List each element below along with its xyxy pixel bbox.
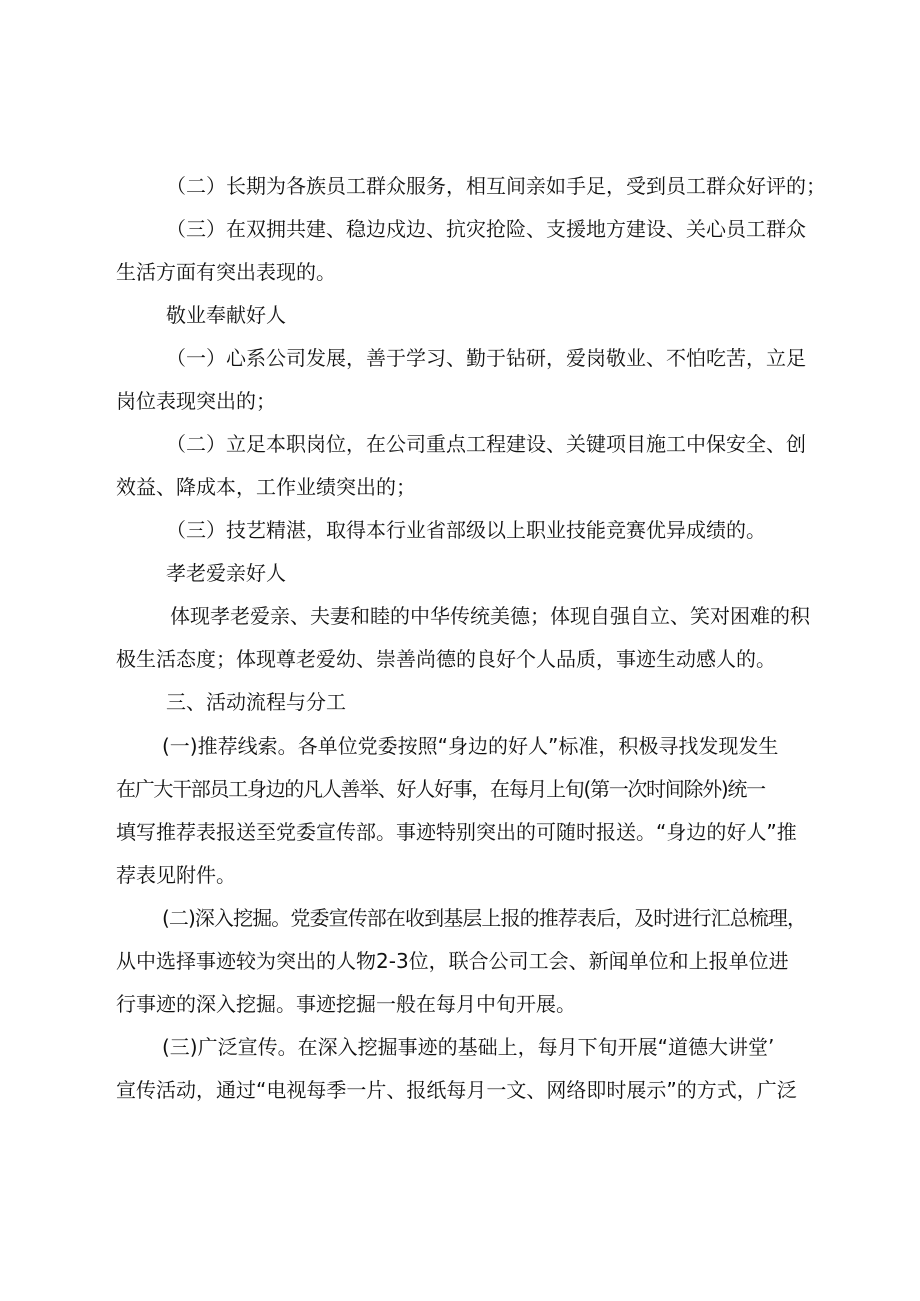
text-line-7: （二）立足本职岗位，在公司重点工程建设、关键项目施工中保安全、创 bbox=[166, 432, 806, 456]
text-line-9: （三）技艺精湛，取得本行业省部级以上职业技能竞赛优异成绩的。 bbox=[166, 518, 766, 542]
text-line-17: 荐表见附件。 bbox=[116, 863, 236, 887]
text-line-16: 填写推荐表报送至党委宣传部。事迹特别突出的可随时报送。“身边的好人”推 bbox=[116, 820, 797, 844]
text-line-1: （二）长期为各族员工群众服务，相互间亲如手足，受到员工群众好评的； bbox=[166, 174, 826, 198]
text-line-2: （三）在双拥共建、稳边戍边、抗灾抢险、支援地方建设、关心员工群众 bbox=[166, 217, 806, 241]
section-heading-filial: 孝老爱亲好人 bbox=[166, 561, 286, 585]
text-line-19: 从中选择事迹较为突出的人物2-3位，联合公司工会、新闻单位和上报单位进 bbox=[116, 949, 789, 973]
section-heading-dedication: 敬业奉献好人 bbox=[166, 303, 286, 327]
section-heading-process: 三、活动流程与分工 bbox=[166, 690, 346, 714]
text-line-8: 效益、降成本，工作业绩突出的； bbox=[116, 475, 416, 499]
text-line-3: 生活方面有突出表现的。 bbox=[116, 260, 336, 284]
text-line-22: 宣传活动，通过“电视每季一片、报纸每月一文、网络即时展示”的方式，广泛 bbox=[116, 1078, 797, 1102]
text-line-21: (三)广泛宣传。在深入挖掘事迹的基础上，每月下旬开展“道德大讲堂’ bbox=[162, 1035, 775, 1059]
text-line-14: (一)推荐线索。各单位党委按照“身边的好人”标准，积极寻找发现发生 bbox=[162, 734, 779, 758]
text-line-11: 体现孝老爱亲、夫妻和睦的中华传统美德；体现自强自立、笑对困难的积 bbox=[170, 604, 810, 628]
text-line-12: 极生活态度；体现尊老爱幼、崇善尚德的良好个人品质，事迹生动感人的。 bbox=[116, 647, 776, 671]
text-line-5: （一）心系公司发展，善于学习、勤于钻研，爱岗敬业、不怕吃苦，立足 bbox=[166, 346, 806, 370]
text-line-20: 行事迹的深入挖掘。事迹挖掘一般在每月中旬开展。 bbox=[116, 992, 576, 1016]
text-line-18: (二)深入挖掘。党委宣传部在收到基层上报的推荐表后，及时进行汇总梳理， bbox=[162, 906, 807, 930]
text-line-15: 在广大干部员工身边的凡人善举、好人好事，在每月上旬(第一次时间除外)统一 bbox=[116, 777, 765, 801]
text-line-6: 岗位表现突出的； bbox=[116, 389, 276, 413]
